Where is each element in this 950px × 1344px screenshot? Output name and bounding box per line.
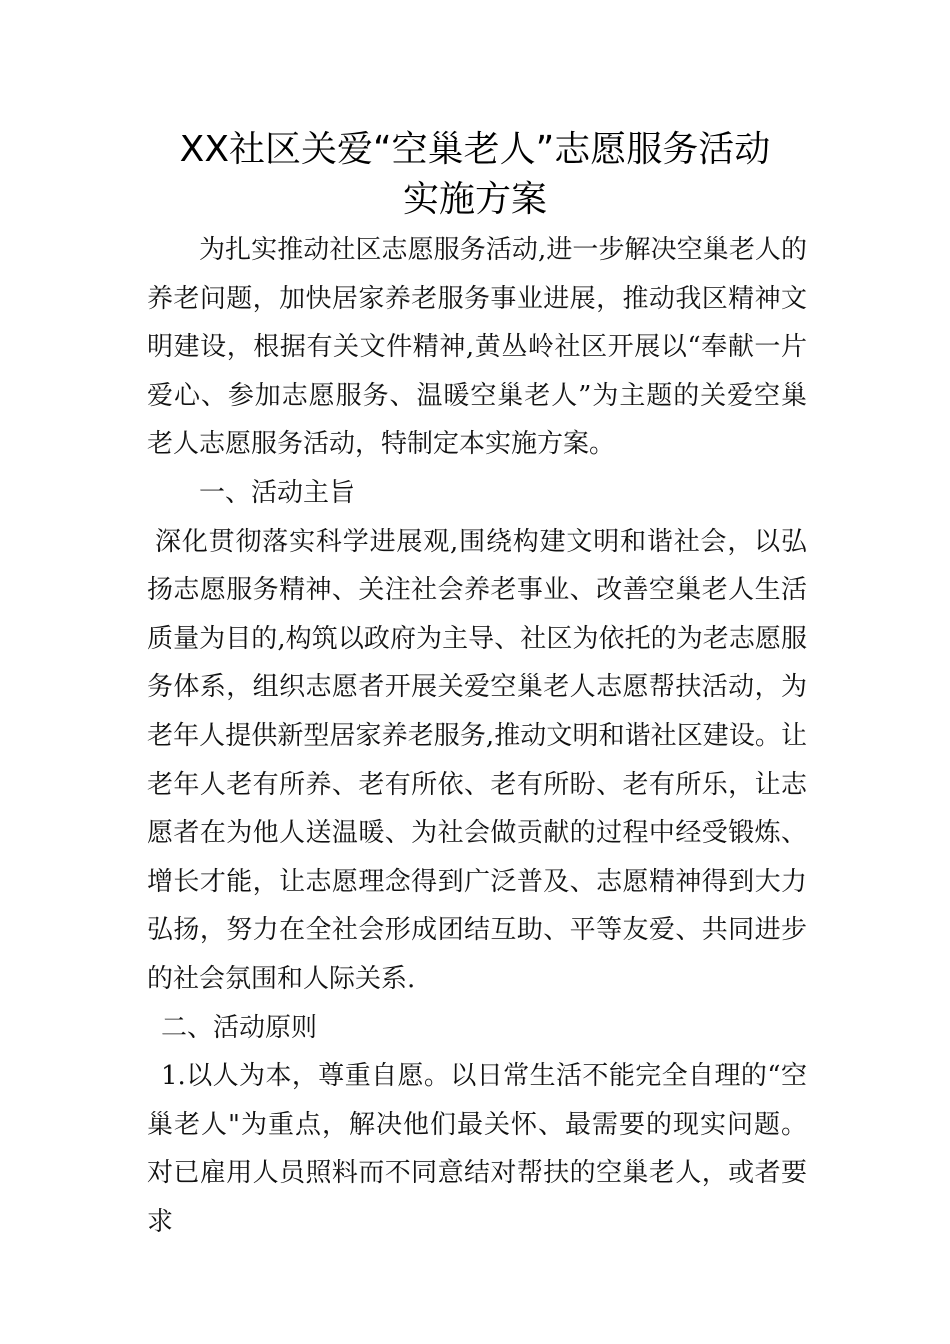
- section1-paragraph: 深化贯彻落实科学进展观,围绕构建文明和谐社会，以弘扬志愿服务精神、关注社会养老事业、改善空巢老人生活质量为目的,构筑以政府为主导、社区为依托的为老志愿服务体系，组织志愿者开展关爱空巢老人志愿帮扶活动，为老年人提供新型居家养老服务,推动文明和谐社区建设。让老年人老有所养、老有所依、老有所盼、老有所乐，让志愿者在为他人送温暖、为社会做贡献的过程中经受锻炼、增长才能，让志愿理念得到广泛普及、志愿精神得到大力弘扬，努力在全社会形成团结互助、平等友爱、共同进步的社会氛围和人际关系.: [147, 526, 807, 994]
- intro-paragraph: 为扎实推动社区志愿服务活动,进一步解决空巢老人的养老问题，加快居家养老服务事业进展，推动我区精神文明建设，根据有关文件精神,黄丛岭社区开展以“奉献一片爱心、参加志愿服务、温暖空巢老人”为主题的关爱空巢老人志愿服务活动，特制定本实施方案。: [147, 235, 807, 460]
- document-body: [147, 226, 807, 1246]
- section2-item1-paragraph: 1.以人为本，尊重自愿。以日常生活不能完全自理的“空巢老人"为重点，解决他们最关怀、最需要的现实问题。对已雇用人员照料而不同意结对帮扶的空巢老人，或者要求: [147, 1061, 807, 1237]
- document-title-line2: 实施方案: [402, 179, 547, 220]
- section2-heading: 二、活动原则: [161, 1012, 318, 1043]
- document-title-line1: XX社区关爱“空巢老人”志愿服务活动: [179, 129, 771, 170]
- section1-heading: 一、活动主旨: [199, 477, 356, 508]
